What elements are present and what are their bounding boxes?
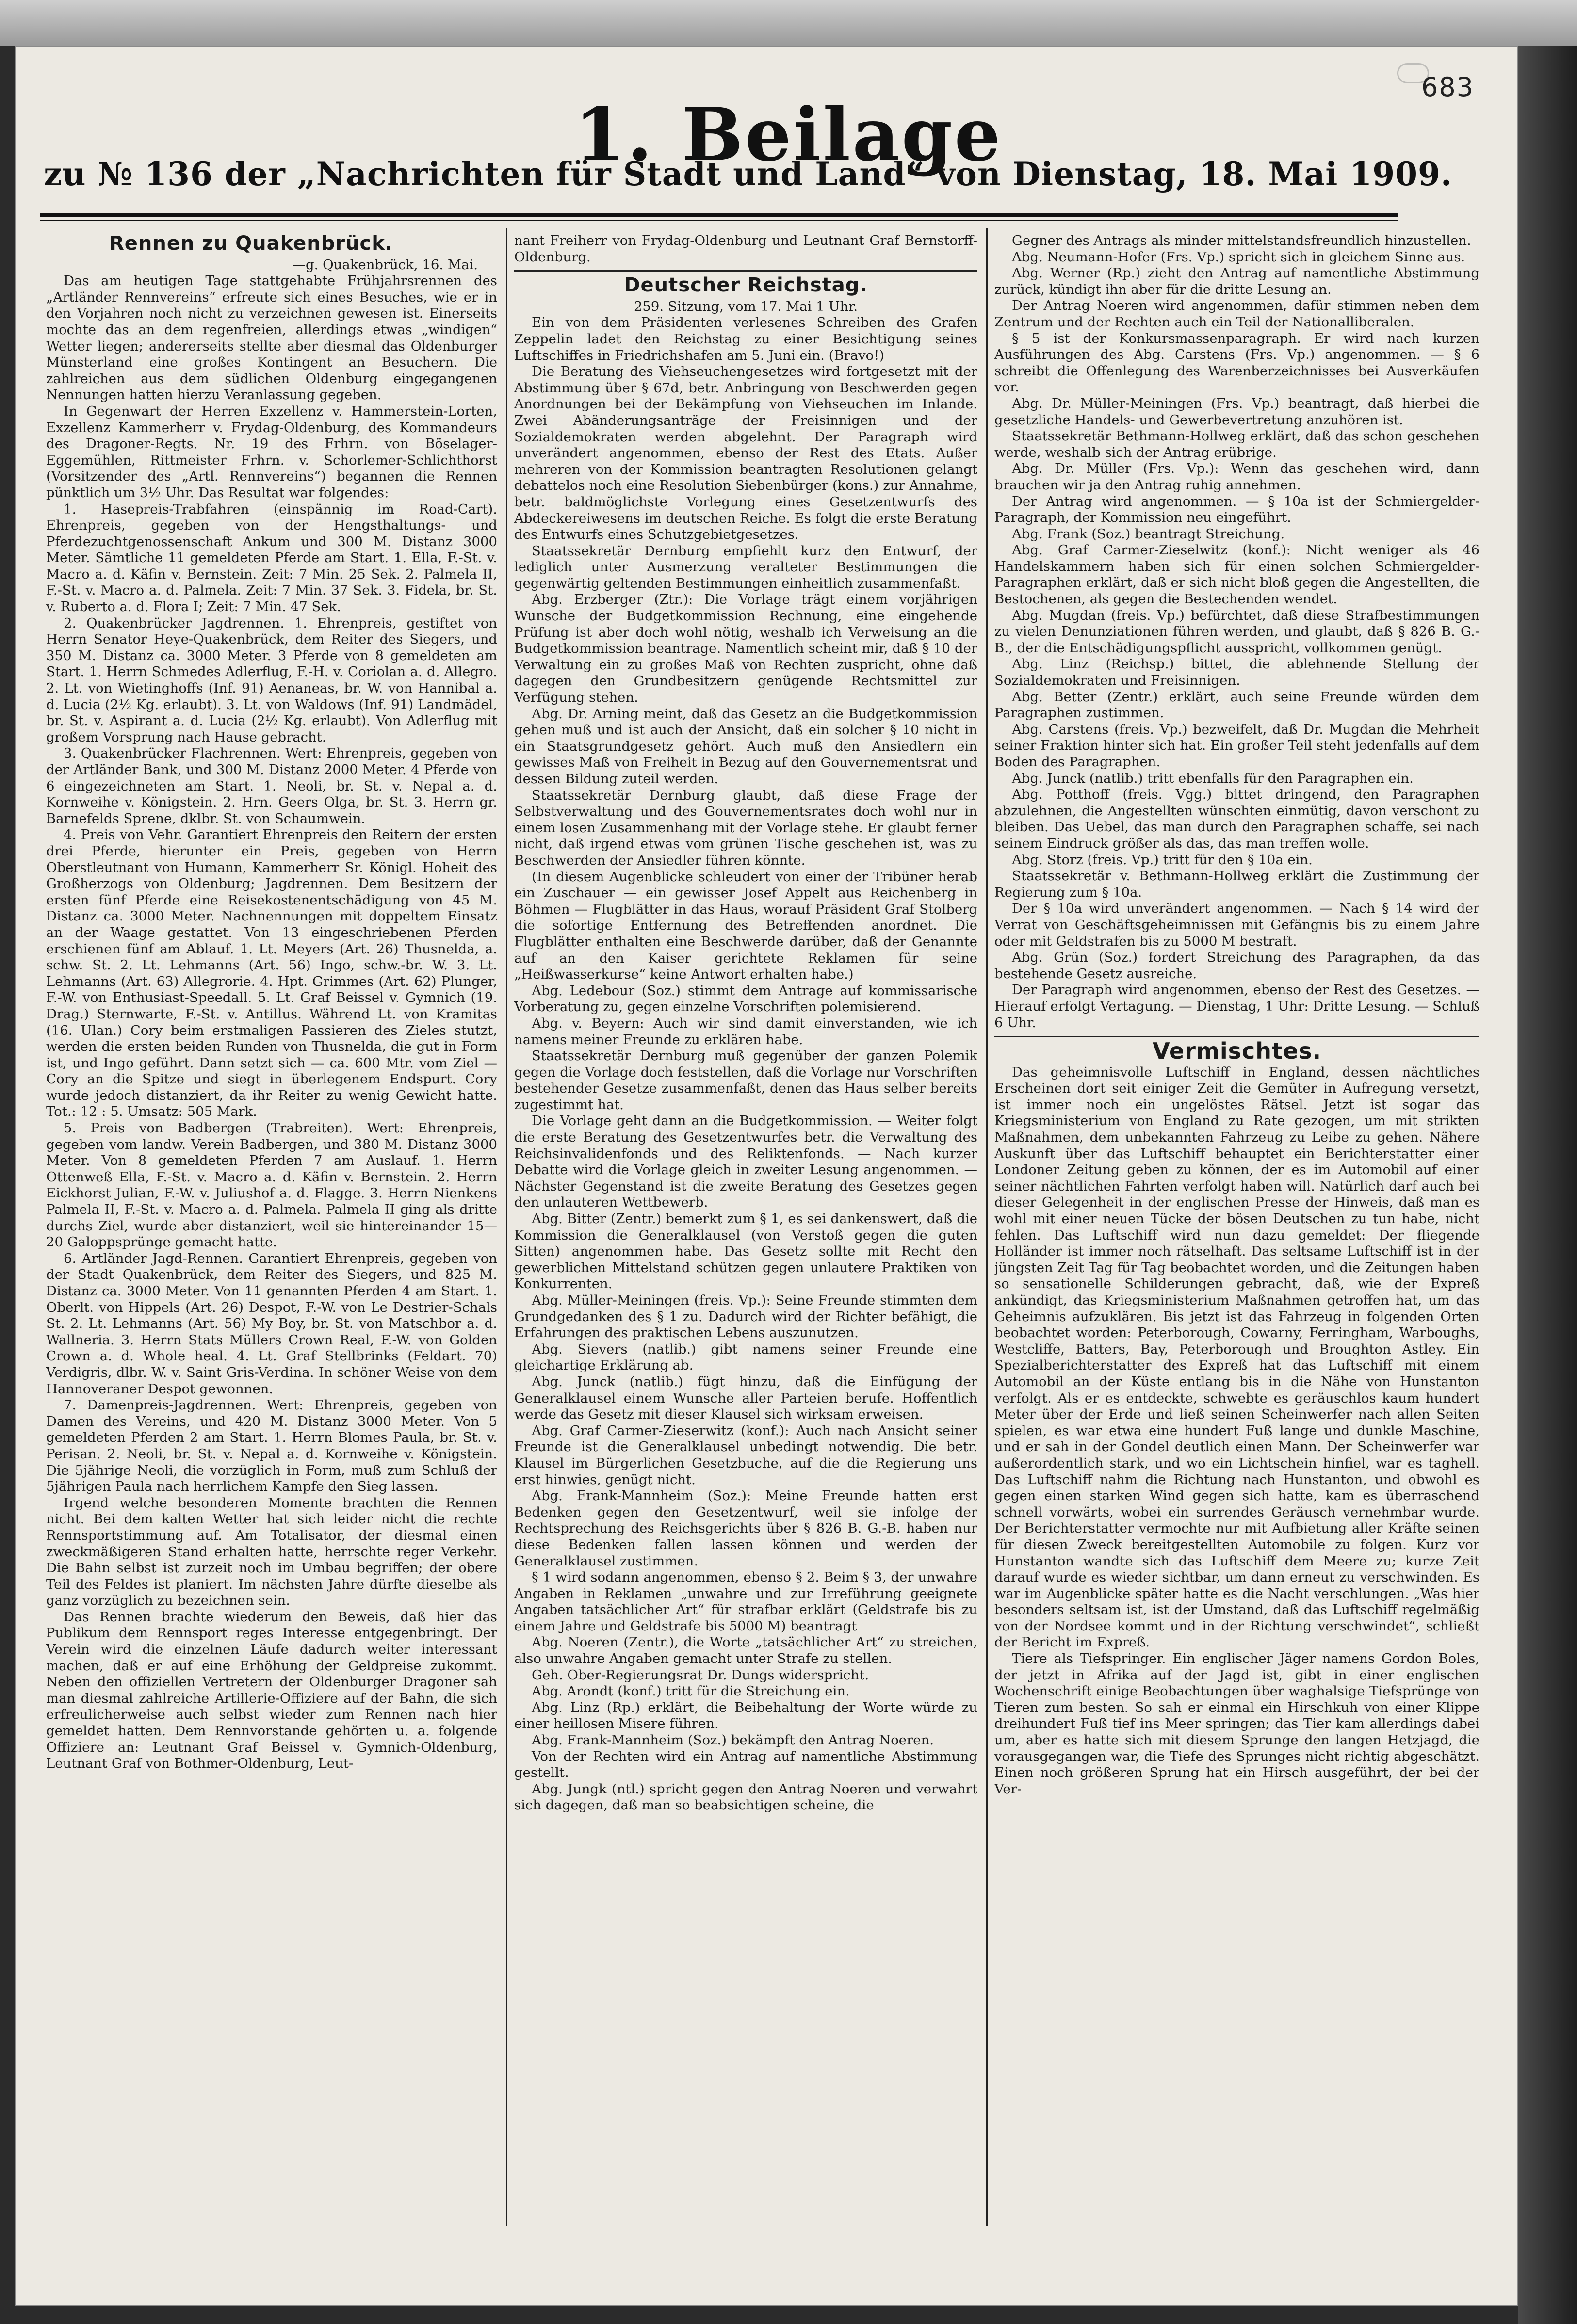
paragraph: Abg. Dr. Arning meint, daß das Gesetz an die Budgetkommission gehen muß und ist auch der Ansicht, daß ein solcher § 10 nicht in ein Staatsgrundgesetz gehört. Auch muß den Ansiedlern ein gewisses Maß von Freiheit in Bezug auf den Gouvernementsrat und dessen Bildung zuteil werden. bbox=[514, 706, 977, 787]
paragraph: Die Beratung des Viehseuchengesetzes wird fortgesetzt mit der Abstimmung über § 67d, betr. Anbringung von Beschwerden gegen Anordnungen bei der Bekämpfung von Viehseuchen im Inlande. Zwei Abänderungsanträge der Freisinnigen und der Sozialdemokraten werden abgelehnt. Der Paragraph wird unverändert angenommen, ebenso der Rest des Etats. Außer mehreren von der Kommission beantragten Resolutionen gelangt debattelos noch eine Resolution Siebenbürger (kons.) zur Annahme, betr. baldmöglichste Vorlegung eines Gesetzentwurfs des Abdeckereiwesens im deutschen Reiche. Es folgt die erste Beratung des Entwurfs eines Schutzgebietgesetzes. bbox=[514, 364, 977, 543]
racing-continuation: nant Freiherr von Frydag-Oldenburg und Leutnant Graf Bernstorff-Oldenburg. bbox=[514, 233, 977, 265]
paragraph: Abg. Frank (Soz.) beantragt Streichung. bbox=[1012, 526, 1285, 542]
paragraph: Staatssekretär Dernburg empfiehlt kurz den Entwurf, der lediglich unter Ausmerzung veralteter Bestimmungen die gegenwärtig geltenden Bestimmungen einheitlich zusammenfaßt. bbox=[514, 543, 977, 591]
paragraph: (In diesem Augenblicke schleudert von einer der Tribüner herab ein Zuschauer — ein gewisser Josef Appelt aus Reichenberg in Böhmen — Flugblätter in das Haus, worauf Präsident Graf Stolberg die sofortige Entfernung des Betreffenden anordnet. Die Flugblätter enthalten eine Beschwerde darüber, daß der Genannte auf an den Kaiser gerichtete Reklamen für seine „Heißwasserkurse“ keine Antwort erhalten habe.) bbox=[514, 869, 977, 983]
paragraph: 6. Artländer Jagd-Rennen. Garantiert Ehrenpreis, gegeben von der Stadt Quakenbrück, dem Reiter des Siegers, und 825 M. Distanz ca. 3000 Meter. Von 11 genannten Pferden 4 am Start. 1. Oberlt. von Hippels (Art. 26) Despot, F.-W. von Le Destrier-Schals St. 2. Lt. Lehmanns (Art. 56) My Boy, br. St. von Matschbor a. d. Wallneria. 3. Herrn Stats Müllers Crown Real, F.-W. von Golden Crown a. d. Whole heal. 4. Lt. Graf Stellbrinks (Feldart. 70) Verdigris, dlbr. W. v. Saint Gris-Verdina. In schöner Weise von dem Hannoveraner Despot gewonnen. bbox=[46, 1250, 497, 1397]
paragraph: 7. Damenpreis-Jagdrennen. Wert: Ehrenpreis, gegeben von Damen des Vereins, und 420 M. Distanz 3000 Meter. Von 5 gemeldeten Pferden 2 am Start. 1. Herrn Blomes Paula, br. St. v. Perisan. 2. Neoli, br. St. v. Nepal a. d. Kornweihe v. Königstein. Die 5jährige Neoli, die vorzüglich in Form, muß zum Schluß der 5jährigen Paula nach herrlichem Kampfe den Sieg lassen. bbox=[46, 1397, 497, 1495]
article-separator bbox=[514, 270, 977, 272]
paragraph: Abg. Carstens (freis. Vp.) bezweifelt, daß Dr. Mugdan die Mehrheit seiner Fraktion hinter sich hat. Ein großer Teil steht jedenfalls auf dem Boden des Paragraphen. bbox=[994, 721, 1479, 770]
paragraph: Das am heutigen Tage stattgehabte Frühjahrsrennen des „Artländer Rennvereins“ erfreute sich eines Besuches, wie er in den Vorjahren noch nicht zu verzeichnen gewesen ist. Einerseits mochte das an dem regenfreien, allerdings etwas „windigen“ Wetter liegen; andererseits stellte aber diesmal das Oldenburger Münsterland eine großes Kontingent an Besuchern. Die zahlreichen aus dem südlichen Oldenburg eingegangenen Nennungen hatten hierzu Veranlassung gegeben. bbox=[46, 273, 497, 403]
header-rule-thin bbox=[40, 220, 1398, 221]
paragraph: 4. Preis von Vehr. Garantiert Ehrenpreis den Reitern der ersten drei Pferde, hierunter ein Preis, gegeben von Herrn Oberstleutnant von Humann, Kammerherr Sr. Königl. Hoheit des Großherzogs von Oldenburg; Jagdrennen. Dem Besitzern der ersten fünf Pferde eine Reisekostenentschädigung von 45 M. Distanz ca. 3000 Meter. Nachnennungen mit doppeltem Einsatz an der Waage gestattet. Von 13 eingeschriebenen Pferden erschienen fünf am Ablauf. 1. Lt. Meyers (Art. 26) Thusnelda, a. schw. St. 2. Lt. Lehmanns (Art. 56) Ingo, schw.-br. W. 3. Lt. Lehmanns (Art. 63) Allegrorie. 4. Hpt. Grimmes (Art. 62) Plunger, F.-W. von Enthusiast-Speedall. 5. Lt. Graf Beissel v. Gymnich (19. Drag.) Sternwarte, F.-St. v. Antillus. Während Lt. von Kramitas (16. Ulan.) Cory beim erstmaligen Passieren des Zieles stutzt, werden die ersten beiden Runden von Thusnelda, die gut in Form ist, und Ingo geführt. Dann setzt sich — ca. 600 Mtr. vom Ziel — Cory an die Spitze und siegt in überlegenem Endspurt. Cory wurde jedoch distanziert, da ihr Reiter zu wenig Gewicht hatte. Tot.: 12 : 5. Umsatz: 505 Mark. bbox=[46, 827, 497, 1120]
paragraph: Abg. Frank-Mannheim (Soz.) bekämpft den Antrag Noeren. bbox=[532, 1732, 934, 1748]
paragraph: 5. Preis von Badbergen (Trabreiten). Wert: Ehrenpreis, gegeben vom landw. Verein Badbergen, und 380 M. Distanz 3000 Meter. Von 8 gemeldeten Pferden 7 am Auslauf. 1. Herrn Ottenweß Ella, F.-St. v. Macro a. d. Käfin v. Bernstein. 2. Herrn Eickhorst Julian, F.-W. v. Juliushof a. d. Flagge. 3. Herrn Nienkens Palmela II, F.-St. v. Macro a. d. Palmela. Palmela II ging als dritte durchs Ziel, wurde aber distanziert, weil sie hintereinander 15—20 Galoppsprünge gemacht hatte. bbox=[46, 1120, 497, 1250]
article-body-reichstag bbox=[514, 315, 977, 1814]
paragraph: Von der Rechten wird ein Antrag auf namentliche Abstimmung gestellt. bbox=[514, 1748, 977, 1781]
scan-right-edge bbox=[1518, 46, 1577, 2324]
supplement-title: 1. Beilage bbox=[574, 92, 1003, 178]
column-racing bbox=[46, 233, 497, 2236]
paragraph: Gegner des Antrags als minder mittelstandsfreundlich hinzustellen. bbox=[1012, 233, 1471, 248]
header-rule bbox=[40, 213, 1398, 217]
paragraph: Abg. Sievers (natlib.) gibt namens seiner Freunde eine gleichartige Erklärung ab. bbox=[514, 1341, 977, 1373]
paragraph: In Gegenwart der Herren Exzellenz v. Hammerstein-Lorten, Exzellenz Kammerherr v. Frydag-Oldenburg, des Kommandeurs des Dragoner-Regts. Nr. 19 des Frhrn. von Böselager-Eggemühlen, Rittmeister Frhrn. v. Schorlemer-Schlichthorst (Vorsitzender des „Artl. Rennvereins“) begannen die Rennen pünktlich um 3½ Uhr. Das Resultat war folgendes: bbox=[46, 403, 497, 500]
paragraph: Abg. Ledebour (Soz.) stimmt dem Antrage auf kommissarische Vorberatung zu, gegen einzelne Vorschriften polemisierend. bbox=[514, 983, 977, 1015]
article-heading-racing: Rennen zu Quakenbrück. bbox=[109, 233, 393, 255]
paragraph: Die Vorlage geht dann an die Budgetkommission. — Weiter folgt die erste Beratung des Gesetzentwurfes betr. die Verwaltung des Reichsinvalidenfonds und des Reliktenfonds. — Nach kurzer Debatte wird die Vorlage gleich in zweiter Lesung angenommen. — Nächster Gegenstand ist die zweite Beratung des Gesetzes gegen den unlauteren Wettbewerb. bbox=[514, 1113, 977, 1210]
paragraph: Abg. Graf Carmer-Zieserwitz (konf.): Auch nach Ansicht seiner Freunde ist die Generalklausel unbedingt notwendig. Die betr. Klausel im Bürgerlichen Gesetzbuche, auf die die Regierung uns erst hinwies, genügt nicht. bbox=[514, 1422, 977, 1487]
column-divider-1 bbox=[506, 228, 507, 2226]
issue-line: zu № 136 der „Nachrichten für Stadt und Land“ von Dienstag, 18. Mai 1909. bbox=[44, 155, 1452, 193]
paragraph: Staatssekretär Dernburg muß gegenüber der ganzen Polemik gegen die Vorlage doch feststellen, daß die Vorlage nur Vorschriften bestehender Gesetze zusammenfaßt, denen das Haus selber bereits zugestimmt hat. bbox=[514, 1048, 977, 1113]
paragraph: 1. Hasepreis-Trabfahren (einspännig im Road-Cart). Ehrenpreis, gegeben von der Hengsthaltungs- und Pferdezuchtgenossenschaft Ankum und 300 M. Distanz 3000 Meter. Sämtliche 11 gemeldeten Pferde am Start. 1. Ella, F.-St. v. Macro a. d. Käfin v. Bernstein. Zeit: 7 Min. 25 Sek. 2. Palmela II, F.-St. v. Macro a. d. Palmela. Zeit: 7 Min. 37 Sek. 3. Fidela, br. St. v. Ruberto a. d. Flora I; Zeit: 7 Min. 47 Sek. bbox=[46, 501, 497, 615]
paragraph: Abg. Werner (Rp.) zieht den Antrag auf namentliche Abstimmung zurück, kündigt ihn aber für die dritte Lesung an. bbox=[994, 265, 1479, 297]
article-body-racing bbox=[46, 273, 497, 1772]
paragraph: Abg. Neumann-Hofer (Frs. Vp.) spricht sich in gleichem Sinne aus. bbox=[1012, 249, 1465, 265]
paragraph: Abg. Frank-Mannheim (Soz.): Meine Freunde hatten erst Bedenken gegen den Gesetzentwurf, weil sie infolge der Rechtsprechung des Reichsgerichts über § 826 B. G.-B. haben nur diese Bedenken fallen lassen können und werden der Generalklausel zustimmen. bbox=[514, 1488, 977, 1569]
paragraph: § 5 ist der Konkursmassenparagraph. Er wird nach kurzen Ausführungen des Abg. Carstens (Frs. Vp.) angenommen. — § 6 schreibt die Offenlegung des Warenberzeichnisses bei Ausverkäufen vor. bbox=[994, 330, 1479, 395]
paragraph: § 1 wird sodann angenommen, ebenso § 2. Beim § 3, der unwahre Angaben in Reklamen „unwahre und zur Irreführung geeignete Angaben tatsächlicher Art“ für strafbar erklärt (Geldstrafe bis zu einem Jahre und Geldstrafe bis 5000 M) beantragt bbox=[514, 1569, 977, 1634]
paragraph: Abg. Better (Zentr.) erklärt, auch seine Freunde würden dem Paragraphen zustimmen. bbox=[994, 689, 1479, 721]
paragraph: Abg. Grün (Soz.) fordert Streichung des Paragraphen, da das bestehende Gesetz ausreiche. bbox=[994, 950, 1479, 982]
paragraph: Abg. Müller-Meiningen (freis. Vp.): Seine Freunde stimmten dem Grundgedanken des § 1 zu. Dadurch wird der Richter befähigt, die Erfahrungen des praktischen Lebens auszunutzen. bbox=[514, 1292, 977, 1341]
paragraph: Abg. Noeren (Zentr.), die Worte „tatsächlicher Art“ zu streichen, also unwahre Angaben gemacht unter Strafe zu stellen. bbox=[514, 1634, 977, 1667]
paragraph: Abg. Mugdan (freis. Vp.) befürchtet, daß diese Strafbestimmungen zu vielen Denunziationen führen werden, und glaubt, daß § 826 B. G.-B., der die Entschädigungspflicht ausspricht, vollkommen genügt. bbox=[994, 607, 1479, 656]
paragraph: Abg. Bitter (Zentr.) bemerkt zum § 1, es sei dankenswert, daß die Kommission die Generalklausel (von Verstoß gegen die guten Sitten) angenommen habe. Das Gesetz sollte mit Recht den gewerblichen Mittelstand schützen gegen unlautere Praktiken von Konkurrenten. bbox=[514, 1211, 977, 1292]
page-number: 683 bbox=[1421, 72, 1475, 102]
column-reichstag-misc bbox=[994, 233, 1479, 2236]
session-dateline: 259. Sitzung, vom 17. Mai 1 Uhr. bbox=[634, 298, 858, 314]
article-body-continued bbox=[994, 233, 1479, 1031]
paragraph: Abg. Jungk (ntl.) spricht gegen den Antrag Noeren und verwahrt sich dagegen, daß man so beabsichtigen scheine, die bbox=[514, 1781, 977, 1813]
paragraph: Abg. Arondt (konf.) tritt für die Streichung ein. bbox=[532, 1683, 850, 1699]
paragraph: Der Paragraph wird angenommen, ebenso der Rest des Gesetzes. — Hierauf erfolgt Vertagung. — Dienstag, 1 Uhr: Dritte Lesung. — Schluß 6 Uhr. bbox=[994, 982, 1479, 1031]
paragraph: Abg. Graf Carmer-Zieselwitz (konf.): Nicht weniger als 46 Handelskammern haben sich für einen solchen Schmiergelder-Paragraphen erklärt, daß er sich nicht bloß gegen die Angestellten, die Bestochenen, als gegen die Bestechenden wendet. bbox=[994, 542, 1479, 607]
paragraph: Abg. Dr. Müller-Meiningen (Frs. Vp.) beantragt, daß hierbei die gesetzliche Handels- und Gewerbevertretung anzuhören ist. bbox=[994, 395, 1479, 428]
article-heading-misc: Vermischtes. bbox=[1152, 1038, 1322, 1065]
paragraph: Geh. Ober-Regierungsrat Dr. Dungs widerspricht. bbox=[532, 1667, 869, 1683]
paragraph: Abg. Erzberger (Ztr.): Die Vorlage trägt einem vorjährigen Wunsche der Budgetkommission Rechnung, eine eingehende Prüfung ist aber doch wohl nötig, weshalb ich Verweisung an die Budgetkommission beantrage. Namentlich scheint mir, daß § 10 der Verwaltung ein zu großes Maß von Rechten zuspricht, ohne daß dagegen den Grundbesitzern genügende Rechtsmittel zur Verfügung stehen. bbox=[514, 592, 977, 706]
paragraph: Staatssekretär v. Bethmann-Hollweg erklärt die Zustimmung der Regierung zum § 10a. bbox=[994, 868, 1479, 900]
paragraph: 3. Quakenbrücker Flachrennen. Wert: Ehrenpreis, gegeben von der Artländer Bank, und 300 M. Distanz 2000 Meter. 4 Pferde von 6 eingezeichneten am Start. 1. Neoli, br. St. v. Nepal a. d. Kornweihe v. Königstein. 2. Hrn. Geers Olga, br. St. 3. Herrn gr. Barnefelds Sprene, dklbr. St. von Schaumwein. bbox=[46, 745, 497, 826]
paragraph: Der Antrag Noeren wird angenommen, dafür stimmen neben dem Zentrum und der Rechten auch ein Teil der Nationalliberalen. bbox=[994, 298, 1479, 330]
article-heading-reichstag: Deutscher Reichstag. bbox=[624, 274, 868, 297]
paragraph: Abg. Storz (freis. Vp.) tritt für den § 10a ein. bbox=[1012, 852, 1313, 868]
paragraph: Der Antrag wird angenommen. — § 10a ist der Schmiergelder-Paragraph, der Kommission neu eingeführt. bbox=[994, 493, 1479, 526]
paragraph: Der § 10a wird unverändert angenommen. — Nach § 14 wird der Verrat von Geschäftsgeheimnissen mit Gefängnis bis zu einem Jahre oder mit Geldstrafen bis zu 5000 M bestraft. bbox=[994, 901, 1479, 949]
paragraph: Irgend welche besonderen Momente brachten die Rennen nicht. Bei dem kalten Wetter hat sich leider nicht die rechte Rennsportstimmung auf. Am Totalisator, der diesmal einen zweckmäßigeren Stand erhalten hatte, herrschte reger Verkehr. Die Bahn selbst ist zurzeit noch im Umbau begriffen; der obere Teil des Feldes ist planiert. Im nächsten Jahre dürfte dieselbe als ganz vorzüglich zu bezeichnen sein. bbox=[46, 1495, 497, 1609]
paragraph: Abg. v. Beyern: Auch wir sind damit einverstanden, wie ich namens meiner Freunde zu erklären habe. bbox=[514, 1015, 977, 1048]
paragraph: Ein von dem Präsidenten verlesenes Schreiben des Grafen Zeppelin ladet den Reichstag zu einer Besichtigung seines Luftschiffes in Friedrichshafen am 5. Juni ein. (Bravo!) bbox=[514, 315, 977, 363]
paragraph: Abg. Potthoff (freis. Vgg.) bittet dringend, den Paragraphen abzulehnen, die Angestellten wünschten einmütig, davon verschont zu bleiben. Das Uebel, das man durch den Paragraphen schaffe, sei nach seinem Eindruck größer als das, das man treffen wolle. bbox=[994, 787, 1479, 851]
paragraph: Staatssekretär Bethmann-Hollweg erklärt, daß das schon geschehen werde, weshalb sich der Antrag erübrige. bbox=[994, 428, 1479, 460]
paragraph: Abg. Junck (natlib.) tritt ebenfalls für den Paragraphen ein. bbox=[1012, 770, 1414, 786]
column-divider-2 bbox=[986, 228, 988, 2226]
scan-top-background bbox=[0, 0, 1577, 46]
paragraph: Abg. Linz (Rp.) erklärt, die Beibehaltung der Worte würde zu einer heillosen Misere führen. bbox=[514, 1699, 977, 1732]
paragraph: Das geheimnisvolle Luftschiff in England, dessen nächtliches Erscheinen dort seit einiger Zeit die Gemüter in Aufregung versetzt, ist immer noch ein ungelöstes Rätsel. Jetzt ist sogar das Kriegsministerium von England zu Rate gezogen, um mit strikten Maßnahmen, dem unbekannten Fahrzeug zu Leibe zu gehen. Nähere Auskunft über das Luftschiff behauptet ein Berichterstatter einer Londoner Zeitung geben zu können, der es im Automobil auf einer seiner nächtlichen Fahrten verfolgt haben will. Natürlich darf auch bei dieser Gelegenheit in der englischen Presse der Hinweis, daß man es wohl mit einer neuen Tücke der bösen Deutschen zu tun habe, nicht fehlen. Das Luftschiff wird nun dazu gemeldet: Der fliegende Holländer ist immer noch rätselhaft. Das seltsame Luftschiff ist in der jüngsten Zeit Tag für Tag beobachtet worden, und die Zeitungen haben so sensationelle Schilderungen gebracht, daß, wie der Expreß ankündigt, das Kriegsministerium Maßnahmen getroffen hat, um das Geheimnis aufzuklären. Bis jetzt ist das Fahrzeug in folgenden Orten beobachtet worden: Peterborough, Cowarny, Ferringham, Warboughs, Westcliffe, Batters, Bay, Peterborough und Broughton Astley. Ein Spezialberichterstatter des Expreß hat das Luftschiff mit einem Automobil an der Küste entlang bis in die Nähe von Hunstanton verfolgt. Als er es entdeckte, schwebte es geräuschlos kaum hundert Meter über der Erde und ließ seinen Scheinwerfer nach allen Seiten spielen, es war etwa eine hundert Fuß lange und dunkle Maschine, und er sah in der Gondel deutlich einen Mann. Der Scheinwerfer war außerordentlich stark, und wo ein Lichtschein hinfiel, war es taghell. Das Luftschiff nahm die Richtung nach Hunstanton, und obwohl es gegen einen starken Wind gegen sich hatte, kam es überraschend schnell vorwärts, wobei ein surrendes Geräusch vernehmbar wurde. Der Berichterstatter vermochte nur mit Aufbietung aller Kräfte seinen für diesen Zweck bereitgestellten Automobile zu folgen. Kurz vor Hunstanton wandte sich das Luftschiff dem Meere zu; kurze Zeit darauf wurde es wieder sichtbar, um dann erneut zu verschwinden. Es war im Augenblicke später hatte es die Nacht verschlungen. „Was hier besonders seltsam ist, ist der Umstand, daß das Luftschiff regelmäßig von der Nordsee kommt und in der Richtung verschwindet“, schließt der Bericht im Expreß. bbox=[994, 1064, 1479, 1650]
paragraph: Staatssekretär Dernburg glaubt, daß diese Frage der Selbstverwaltung und des Gouvernementsrates doch wohl nur in einem losen Zusammenhang mit der Vorlage stehe. Er glaubt ferner nicht, daß irgend etwas vom grünen Tische geschehen ist, was zu Beschwerden der Ansiedler führen könnte. bbox=[514, 787, 977, 868]
paragraph: Das Rennen brachte wiederum den Beweis, daß hier das Publikum dem Rennsport reges Interesse entgegenbringt. Der Verein wird die einzelnen Läufe dadurch weiter interessant machen, daß er auf eine Erhöhung der Geldpreise zukommt. Neben den offiziellen Vertretern der Oldenburger Dragoner sah man diesmal zahlreiche Artillerie-Offiziere auf der Bahn, die sich erfreulicherweise auch selbst wieder zum Rennen nach hier gemeldet hatten. Dem Rennvorstande gehörten u. a. folgende Offiziere an: Leutnant Graf Beissel v. Gymnich-Oldenburg, Leutnant Graf von Bothmer-Oldenburg, Leut- bbox=[46, 1609, 497, 1772]
paragraph: Tiere als Tiefspringer. Ein englischer Jäger namens Gordon Boles, der jetzt in Afrika auf der Jagd ist, gibt in einer englischen Wochenschrift einige Beobachtungen über waghalsige Tiefsprünge von Tieren zum besten. So sah er einmal ein Hirschkuh von einer Klippe dreihundert Fuß tief ins Meer springen; das Tier kam allerdings dabei um, aber es hatte sich mit diesem Sprunge den langen Hetzjagd, die vorausgegangen war, die Tiefe des Sprunges nicht richtig abgeschätzt. Einen noch größeren Sprung hat ein Hirsch ausgeführt, der bei der Ver- bbox=[994, 1651, 1479, 1797]
paragraph: 2. Quakenbrücker Jagdrennen. 1. Ehrenpreis, gestiftet von Herrn Senator Heye-Quakenbrück, dem Reiter des Siegers, und 350 M. Distanz ca. 3000 Meter. 3 Pferde von 8 gemeldeten am Start. 1. Herrn Schmedes Adlerflug, F.-H. v. Coriolan a. d. Allegro. 2. Lt. von Wietinghoffs (Inf. 91) Aenaneas, br. W. von Hannibal a. d. Lucia (2½ Kg. erlaubt). 3. Lt. von Waldows (Inf. 91) Landmädel, br. St. v. Aspirant a. d. Lucia (2½ Kg. erlaubt). Von Adlerflug mit großem Vorsprung nach Hause gebracht. bbox=[46, 615, 497, 745]
paragraph: Abg. Linz (Reichsp.) bittet, die ablehnende Stellung der Sozialdemokraten und Freisinnigen. bbox=[994, 656, 1479, 689]
article-body-misc bbox=[994, 1065, 1479, 1798]
paragraph: Abg. Dr. Müller (Frs. Vp.): Wenn das geschehen wird, dann brauchen wir ja den Antrag ruhig annehmen. bbox=[994, 461, 1479, 493]
article-separator-2 bbox=[994, 1036, 1479, 1037]
column-reichstag bbox=[514, 233, 977, 2236]
paragraph: Abg. Junck (natlib.) fügt hinzu, daß die Einfügung der Generalklausel einem Wunsche aller Parteien berufe. Hoffentlich werde das Gesetz mit dieser Klausel sich wirksam erweisen. bbox=[514, 1373, 977, 1422]
article-dateline: —g. Quakenbrück, 16. Mai. bbox=[292, 257, 478, 273]
